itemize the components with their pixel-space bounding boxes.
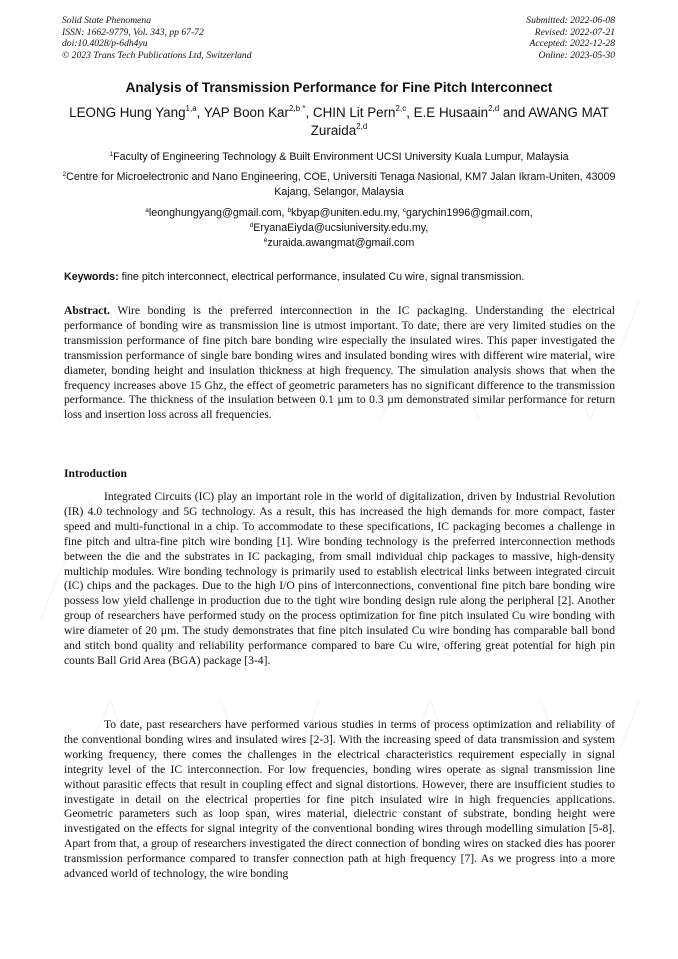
author-separator: ,: [196, 105, 204, 120]
affiliation-mark: 2: [62, 171, 67, 178]
keywords-text: fine pitch interconnect, electrical performance, insulated Cu wire, signal transmission.: [121, 271, 525, 283]
email-line: $^e$zuraida.awangmat@gmail.com: [263, 237, 415, 249]
affiliation-mark: 1: [109, 151, 114, 158]
email-line: $^a$leonghungyang@gmail.com, $^b$kbyap@uniten.edu.my, $^c$garychin1996@gmail.com,: [145, 207, 533, 219]
copyright: © 2023 Trans Tech Publications Ltd, Switzerland: [62, 49, 252, 61]
abstract-text: Wire bonding is the preferred interconnection in the IC packaging. Understanding the electrical performance of bonding wire as transmission line is utmost important. To date, there are very limited studies on the transmission performance of fine pitch bare bonding wire especially the insulated wires. This paper investigated the transmission performance of single bare bonding wires and insulated bonding wires with different wire material, wire diameter, bonding height and insulation thickness at high frequency. The simulation analysis shows that when the frequency increases above 15 Ghz, the effect of geometric parameters has no significant difference to the transmission performance. The thickness of the insulation between 0.1 µm to 0.3 µm demonstrated similar performance for return loss and insertion loss across all frequencies.: [64, 304, 615, 422]
email-link[interactable]: kbyap@uniten.edu.my: [291, 207, 397, 219]
section-heading: Introduction: [64, 467, 127, 480]
doi: doi:10.4028/p-6dh4yu: [62, 38, 148, 50]
email-line: $^d$EryanaEiyda@ucsiuniversity.edu.my,: [249, 222, 429, 234]
publication-dates: [526, 15, 615, 61]
author-list: [40, 104, 638, 140]
author-affiliation-mark: 2,c: [395, 104, 407, 113]
author-name: LEONG Hung Yang: [69, 105, 186, 120]
author-name: CHIN Lit Pern: [312, 105, 396, 120]
keywords-label: Keywords:: [64, 271, 119, 283]
journal-info: [62, 15, 252, 61]
affiliation-text: Faculty of Engineering Technology & Built Environment UCSI University Kuala Lumpur, Malaysia: [113, 151, 569, 163]
revised-date: Revised: 2022-07-21: [534, 26, 615, 38]
keywords: [64, 271, 624, 283]
author-affiliation-mark: 2,d: [356, 122, 368, 131]
affiliation-2: [56, 170, 622, 200]
author-emails: [56, 206, 622, 251]
affiliation-text: Centre for Microelectronic and Nano Engineering, COE, Universiti Tenaga Nasional, KM7 Jalan Ikram-Uniten, 43009 Kajang, Selangor, Malaysia: [66, 171, 616, 198]
email-link[interactable]: garychin1996@gmail.com: [406, 207, 530, 219]
author-separator: and: [499, 105, 529, 120]
abstract-label: Abstract.: [64, 304, 111, 317]
email-link[interactable]: EryanaEiyda@ucsiuniversity.edu.my: [253, 222, 426, 234]
accepted-date: Accepted: 2022-12-28: [529, 38, 615, 50]
abstract: [64, 304, 615, 423]
submitted-date: Submitted: 2022-06-08: [526, 15, 615, 26]
author-affiliation-mark: 1,a: [185, 104, 197, 113]
journal-name: Solid State Phenomena: [62, 15, 151, 26]
author-separator: ,: [406, 105, 414, 120]
body-paragraph: Integrated Circuits (IC) play an important role in the world of digitalization, driven by Industrial Revolution (IR) 4.0 technology and 5G technology. As a result, this has increased the high demands for more compact, faster speed and multi-functional in a chip. To accommodate to these specifications, IC packaging becomes a challenge in fine pitch and ultra-fine pitch wire bonding [1]. Wire bonding technology is the preferred interconnection methods between the die and the substrates in IC packaging, from small individual chip packages to massive, high-density multichip modules. Wire bonding technology is primarily used to establish electrical links between integrated circuit (IC) chips and the packages. Due to the high I/O pins of interconnections, conventional fine pitch bare bonding wire possess low yield challenge in production due to the tight wire bonding design rule along the peripheral [2]. Another group of researchers have performed study on the process optimization for fine pitch insulated Cu wire bonding with wire diameter of 20 µm. The study demonstrates that fine pitch insulated Cu wire bonding has comparable ball bond and stitch bond quality and reliability performance compared to bare Cu wire, offering great potential for high pin counts Ball Grid Area (BGA) package [3-4].: [64, 490, 615, 667]
author-affiliation-mark: 2,b *: [288, 104, 306, 113]
affiliation-1: [56, 150, 622, 165]
author-separator: ,: [305, 105, 313, 120]
paper-title: Analysis of Transmission Performance for Fine Pitch Interconnect: [125, 80, 553, 95]
body-paragraph: To date, past researchers have performed various studies in terms of process optimization and reliability of the conventional bonding wires and insulated wires [2-3]. With the increasing speed of data transmission and system working frequency, there comes the challenges in the electrical characteristics requirement especially in signal integrity level of the IC interconnection. For low frequencies, bonding wires operate as signal transmission line without parasitic effects that result in coupling effect and signal distortions. However, there are insufficient studies to investigate in detail on the electrical properties for fine pitch insulated wire in high frequencies applications. Geometric parameters such as loop span, wires material, dielectric constant of substrate, bonding height were investigated on the effects for signal integrity of the conventional bonding wires through modelling simulation [5-8]. Apart from that, a group of researchers investigated the direct connection of bonding wires on stacked dies has poorer transmission performance compared to transfer connection path at high frequency [7]. As we progress into a more advanced world of technology, the wire bonding: [64, 718, 615, 881]
issn-volume: ISSN: 1662-9779, Vol. 343, pp 67-72: [62, 26, 204, 38]
online-date: Online: 2023-05-30: [538, 49, 615, 61]
author-name: E.E Husaain: [413, 105, 489, 120]
email-link[interactable]: leonghungyang@gmail.com: [148, 207, 282, 219]
email-link[interactable]: zuraida.awangmat@gmail.com: [267, 237, 415, 249]
author-affiliation-mark: 2,d: [488, 104, 500, 113]
author-name: YAP Boon Kar: [203, 105, 289, 120]
author-name: AWANG MAT Zuraida: [310, 105, 609, 138]
